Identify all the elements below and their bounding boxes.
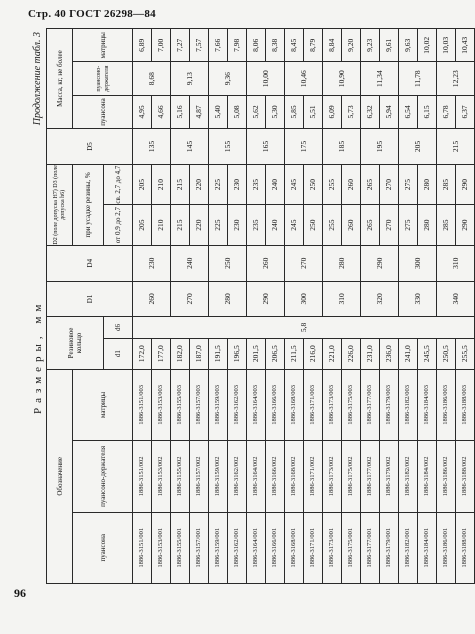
header-mass-die: матрицы	[73, 29, 133, 62]
cell-mass-die: 7,57	[190, 29, 209, 62]
page-number: 96	[14, 586, 26, 600]
cell-die: 1886-3164/003	[247, 369, 266, 440]
cell-D5: 135	[133, 129, 171, 165]
table-title: Размеры, мм	[32, 299, 44, 414]
cell-mass-punch: 6,37	[456, 95, 475, 128]
cell-shrink-low: 220	[190, 205, 209, 245]
cell-mass-die: 7,66	[209, 29, 228, 62]
cell-shrink-low: 255	[323, 205, 342, 245]
cell-D1: 260	[133, 281, 171, 317]
cell-mass-punch: 5,16	[171, 95, 190, 128]
cell-D5: 145	[171, 129, 209, 165]
cell-punch: 1886-3157/001	[190, 512, 209, 583]
cell-shrink-low: 205	[133, 205, 152, 245]
cell-die: 1886-3188/003	[456, 369, 475, 440]
cell-die: 1886-3155/003	[171, 369, 190, 440]
header-d1: d1	[104, 338, 133, 369]
cell-mass-holder: 10,46	[285, 62, 323, 95]
dimensions-table	[46, 28, 475, 584]
cell-punch: 1886-3162/001	[228, 512, 247, 583]
cell-punch-holder: 1886-3166/002	[266, 441, 285, 512]
cell-D4: 270	[285, 245, 323, 281]
cell-shrink-high: 220	[190, 164, 209, 204]
cell-shrink-low: 260	[342, 205, 361, 245]
cell-mass-punch: 5,51	[304, 95, 323, 128]
cell-D1: 310	[323, 281, 361, 317]
cell-mass-die: 10,43	[456, 29, 475, 62]
cell-punch: 1886-3184/001	[418, 512, 437, 583]
cell-shrink-low: 290	[456, 205, 475, 245]
cell-shrink-low: 270	[380, 205, 399, 245]
header-shrink: при усадке резины, %	[73, 164, 104, 245]
cell-mass-die: 10,03	[437, 29, 456, 62]
cell-punch: 1886-3155/001	[171, 512, 190, 583]
cell-shrink-low: 240	[266, 205, 285, 245]
cell-die: 1886-3157/003	[190, 369, 209, 440]
cell-mass-punch: 4,87	[190, 95, 209, 128]
cell-punch-holder: 1886-3173/002	[323, 441, 342, 512]
cell-punch: 1886-3175/001	[342, 512, 361, 583]
table-row	[209, 29, 228, 584]
cell-d1: 206,5	[266, 338, 285, 369]
cell-mass-punch: 6,78	[437, 95, 456, 128]
cell-punch-holder: 1886-3184/002	[418, 441, 437, 512]
cell-mass-holder: 9,13	[171, 62, 209, 95]
cell-mass-holder: 11,34	[361, 62, 399, 95]
cell-shrink-low: 210	[152, 205, 171, 245]
cell-D1: 300	[285, 281, 323, 317]
cell-shrink-high: 210	[152, 164, 171, 204]
cell-shrink-high: 260	[342, 164, 361, 204]
header-rubber-ring: Резиновое кольцо	[47, 317, 104, 369]
cell-mass-holder: 11,78	[399, 62, 437, 95]
header-mass-holder: пуансоно-держателя	[73, 62, 133, 95]
header-D4: D4	[47, 245, 133, 281]
cell-punch: 1886-3151/001	[133, 512, 152, 583]
cell-D4: 260	[247, 245, 285, 281]
cell-D5: 155	[209, 129, 247, 165]
cell-punch-holder: 1886-3182/002	[399, 441, 418, 512]
cell-punch: 1886-3166/001	[266, 512, 285, 583]
cell-D4: 310	[437, 245, 475, 281]
cell-d1: 211,5	[285, 338, 304, 369]
cell-mass-punch: 5,30	[266, 95, 285, 128]
cell-D4: 240	[171, 245, 209, 281]
cell-shrink-high: 275	[399, 164, 418, 204]
cell-die: 1886-3173/003	[323, 369, 342, 440]
cell-punch-holder: 1886-3151/002	[133, 441, 152, 512]
cell-D4: 250	[209, 245, 247, 281]
cell-shrink-low: 275	[399, 205, 418, 245]
cell-d1: 172,0	[133, 338, 152, 369]
table-row	[323, 29, 342, 584]
cell-shrink-high: 245	[285, 164, 304, 204]
cell-die: 1886-3151/003	[133, 369, 152, 440]
table-body	[133, 29, 475, 584]
cell-D5: 215	[437, 129, 475, 165]
cell-punch-holder: 1886-3179/002	[380, 441, 399, 512]
cell-shrink-high: 285	[437, 164, 456, 204]
cell-D5: 165	[247, 129, 285, 165]
cell-mass-punch: 6,32	[361, 95, 380, 128]
cell-D1: 270	[171, 281, 209, 317]
cell-d1: 182,0	[171, 338, 190, 369]
cell-mass-punch: 5,62	[247, 95, 266, 128]
cell-mass-holder: 10,90	[323, 62, 361, 95]
cell-punch-holder: 1886-3177/002	[361, 441, 380, 512]
header-d6: d6	[104, 317, 133, 338]
header-mass: Масса, кг, не более	[47, 29, 73, 129]
cell-punch: 1886-3153/001	[152, 512, 171, 583]
cell-die: 1886-3184/003	[418, 369, 437, 440]
cell-d1: 236,0	[380, 338, 399, 369]
cell-mass-die: 6,89	[133, 29, 152, 62]
cell-D4: 280	[323, 245, 361, 281]
cell-die: 1886-3171/003	[304, 369, 323, 440]
cell-mass-punch: 5,40	[209, 95, 228, 128]
cell-shrink-low: 265	[361, 205, 380, 245]
cell-d1: 245,5	[418, 338, 437, 369]
cell-die: 1886-3166/003	[266, 369, 285, 440]
cell-mass-die: 8,38	[266, 29, 285, 62]
cell-mass-die: 10,02	[418, 29, 437, 62]
cell-punch-holder: 1886-3159/002	[209, 441, 228, 512]
cell-shrink-low: 225	[209, 205, 228, 245]
cell-D1: 330	[399, 281, 437, 317]
cell-die: 1886-3175/003	[342, 369, 361, 440]
cell-mass-die: 8,84	[323, 29, 342, 62]
cell-d1: 216,0	[304, 338, 323, 369]
cell-mass-punch: 6,09	[323, 95, 342, 128]
cell-shrink-low: 245	[285, 205, 304, 245]
cell-punch-holder: 1886-3168/002	[285, 441, 304, 512]
cell-mass-punch: 6,15	[418, 95, 437, 128]
cell-D1: 340	[437, 281, 475, 317]
table-row	[399, 29, 418, 584]
cell-shrink-low: 215	[171, 205, 190, 245]
page-header: Стр. 40 ГОСТ 26298—84	[28, 8, 156, 20]
cell-D5: 175	[285, 129, 323, 165]
table-continuation: Продолжение табл. 3	[32, 32, 43, 126]
cell-mass-punch: 5,85	[285, 95, 304, 128]
cell-D1: 290	[247, 281, 285, 317]
cell-D4: 290	[361, 245, 399, 281]
cell-die: 1886-3186/003	[437, 369, 456, 440]
rotated-table-block	[32, 28, 469, 584]
cell-shrink-high: 205	[133, 164, 152, 204]
cell-mass-die: 8,79	[304, 29, 323, 62]
cell-punch-holder: 1886-3164/002	[247, 441, 266, 512]
cell-d1: 241,0	[399, 338, 418, 369]
cell-d1: 255,5	[456, 338, 475, 369]
cell-mass-die: 9,61	[380, 29, 399, 62]
cell-mass-punch: 5,08	[228, 95, 247, 128]
cell-d1: 191,5	[209, 338, 228, 369]
cell-mass-holder: 12,23	[437, 62, 475, 95]
cell-D5: 205	[399, 129, 437, 165]
cell-d1: 226,0	[342, 338, 361, 369]
cell-mass-die: 7,98	[228, 29, 247, 62]
cell-mass-holder: 8,68	[133, 62, 171, 95]
cell-shrink-low: 285	[437, 205, 456, 245]
cell-punch: 1886-3168/001	[285, 512, 304, 583]
cell-D1: 280	[209, 281, 247, 317]
cell-d1: 201,5	[247, 338, 266, 369]
cell-punch: 1886-3159/001	[209, 512, 228, 583]
cell-mass-punch: 6,54	[399, 95, 418, 128]
cell-die: 1886-3159/003	[209, 369, 228, 440]
cell-die: 1886-3168/003	[285, 369, 304, 440]
cell-D4: 300	[399, 245, 437, 281]
cell-shrink-high: 255	[323, 164, 342, 204]
cell-punch-holder: 1886-3175/002	[342, 441, 361, 512]
header-shrink-low: от 0,9 до 2,7	[104, 205, 133, 245]
header-designation: Обозначение	[47, 369, 73, 583]
cell-mass-punch: 4,66	[152, 95, 171, 128]
cell-punch-holder: 1886-3155/002	[171, 441, 190, 512]
table-row	[171, 29, 190, 584]
cell-mass-die: 8,06	[247, 29, 266, 62]
cell-D5: 185	[323, 129, 361, 165]
cell-shrink-high: 280	[418, 164, 437, 204]
cell-d1: 221,0	[323, 338, 342, 369]
header-punch: пуансона	[73, 512, 133, 583]
cell-d1: 250,5	[437, 338, 456, 369]
cell-mass-die: 8,45	[285, 29, 304, 62]
cell-mass-punch: 5,94	[380, 95, 399, 128]
cell-shrink-high: 265	[361, 164, 380, 204]
cell-d1: 231,0	[361, 338, 380, 369]
cell-shrink-high: 250	[304, 164, 323, 204]
cell-die: 1886-3182/003	[399, 369, 418, 440]
cell-punch: 1886-3173/001	[323, 512, 342, 583]
cell-shrink-high: 230	[228, 164, 247, 204]
cell-punch-holder: 1886-3153/002	[152, 441, 171, 512]
cell-punch-holder: 1886-3188/002	[456, 441, 475, 512]
cell-mass-die: 9,63	[399, 29, 418, 62]
cell-d1: 177,0	[152, 338, 171, 369]
cell-punch: 1886-3188/001	[456, 512, 475, 583]
cell-die: 1886-3177/003	[361, 369, 380, 440]
cell-shrink-high: 240	[266, 164, 285, 204]
cell-D1: 320	[361, 281, 399, 317]
cell-punch: 1886-3177/001	[361, 512, 380, 583]
cell-die: 1886-3153/003	[152, 369, 171, 440]
header-shrink-high: св. 2,7 до 4,7	[104, 164, 133, 204]
table-row	[285, 29, 304, 584]
cell-punch: 1886-3164/001	[247, 512, 266, 583]
cell-punch: 1886-3179/001	[380, 512, 399, 583]
cell-shrink-low: 230	[228, 205, 247, 245]
cell-punch-holder: 1886-3186/002	[437, 441, 456, 512]
table-row	[361, 29, 380, 584]
header-punch-holder: пуансоно-держателя	[73, 441, 133, 512]
cell-mass-holder: 9,36	[209, 62, 247, 95]
header-mass-punch: пуансона	[73, 95, 133, 128]
header-D1: D1	[47, 281, 133, 317]
table-row	[247, 29, 266, 584]
header-D2-D3: D2 (поле допуска H7) D3 (поле допуска h6)	[47, 164, 73, 245]
cell-shrink-high: 290	[456, 164, 475, 204]
cell-mass-die: 9,20	[342, 29, 361, 62]
cell-shrink-high: 270	[380, 164, 399, 204]
cell-mass-die: 9,23	[361, 29, 380, 62]
cell-punch: 1886-3182/001	[399, 512, 418, 583]
cell-shrink-high: 225	[209, 164, 228, 204]
cell-punch: 1886-3171/001	[304, 512, 323, 583]
cell-D5: 195	[361, 129, 399, 165]
cell-mass-die: 7,00	[152, 29, 171, 62]
cell-die: 1886-3162/003	[228, 369, 247, 440]
cell-d1: 187,0	[190, 338, 209, 369]
cell-shrink-low: 280	[418, 205, 437, 245]
cell-shrink-low: 235	[247, 205, 266, 245]
cell-punch: 1886-3186/001	[437, 512, 456, 583]
header-die: матрицы	[73, 369, 133, 440]
cell-mass-punch: 4,95	[133, 95, 152, 128]
header-D5: D5	[47, 129, 133, 165]
cell-d1: 196,5	[228, 338, 247, 369]
table-row	[437, 29, 456, 584]
cell-punch-holder: 1886-3157/002	[190, 441, 209, 512]
cell-shrink-low: 250	[304, 205, 323, 245]
cell-punch-holder: 1886-3162/002	[228, 441, 247, 512]
cell-D4: 230	[133, 245, 171, 281]
cell-mass-die: 7,27	[171, 29, 190, 62]
table-row	[133, 29, 152, 584]
cell-shrink-high: 215	[171, 164, 190, 204]
cell-mass-holder: 10,00	[247, 62, 285, 95]
cell-shrink-high: 235	[247, 164, 266, 204]
cell-d6: 5,8	[133, 317, 475, 338]
cell-die: 1886-3179/003	[380, 369, 399, 440]
cell-punch-holder: 1886-3171/002	[304, 441, 323, 512]
cell-mass-punch: 5,73	[342, 95, 361, 128]
